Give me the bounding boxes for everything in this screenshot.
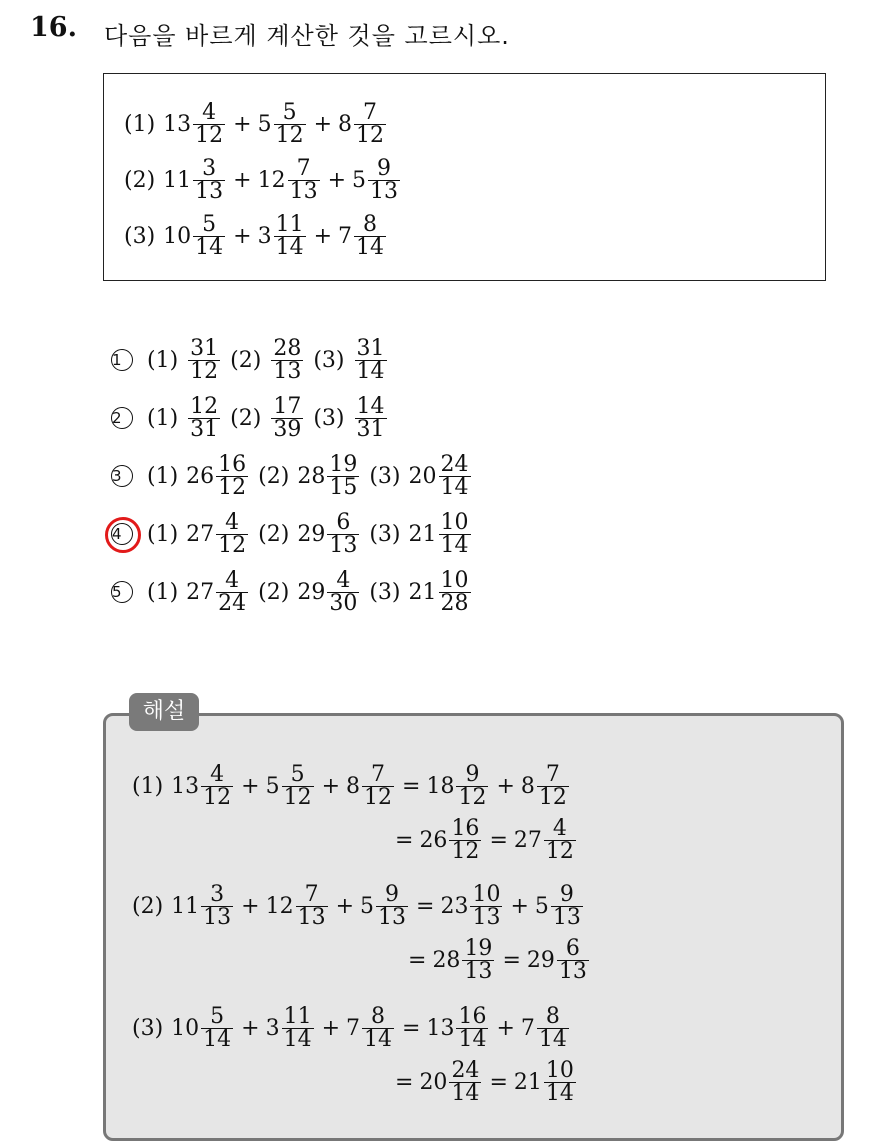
fraction	[456, 1003, 488, 1052]
denominator: 31	[356, 416, 385, 442]
numerator: 7	[296, 155, 311, 181]
denominator: 14	[451, 1080, 480, 1106]
denominator: 15	[329, 474, 358, 500]
part-label: (1)	[147, 579, 179, 605]
part-label: (2)	[132, 893, 164, 919]
numerator: 24	[451, 1057, 480, 1083]
numerator: 10	[440, 567, 469, 593]
numerator: 6	[336, 509, 351, 535]
denominator: 12	[195, 122, 224, 148]
whole-number: 7	[338, 223, 353, 249]
choice-3[interactable]	[111, 451, 473, 500]
choice-mark: 4	[112, 525, 122, 543]
solution-line	[132, 1003, 571, 1052]
numerator: 5	[282, 99, 297, 125]
fraction	[544, 1057, 576, 1106]
whole-number: 7	[346, 1015, 361, 1041]
part-label: (3)	[369, 521, 401, 547]
denominator: 12	[283, 784, 312, 810]
whole-number: 26	[419, 827, 448, 853]
choice-number-2[interactable]: 2	[111, 407, 133, 429]
numerator: 3	[202, 155, 217, 181]
fraction	[216, 451, 248, 500]
numerator: 8	[363, 211, 378, 237]
part-label: (2)	[258, 521, 290, 547]
denominator: 13	[472, 904, 501, 930]
whole-number: 18	[426, 773, 455, 799]
fraction	[188, 335, 220, 384]
plus-sign: +	[496, 1015, 515, 1041]
numerator: 11	[275, 211, 304, 237]
question-text: 다음을 바르게 계산한 것을 고르시오.	[104, 22, 510, 50]
whole-number: 5	[352, 167, 367, 193]
numerator: 7	[545, 761, 560, 787]
numerator: 5	[210, 1003, 225, 1029]
denominator: 30	[329, 590, 358, 616]
plus-sign: +	[313, 223, 333, 249]
numerator: 16	[458, 1003, 487, 1029]
numerator: 19	[464, 935, 493, 961]
denominator: 12	[364, 784, 393, 810]
whole-number: 29	[526, 947, 555, 973]
numerator: 24	[440, 451, 469, 477]
numerator: 12	[190, 393, 219, 419]
fraction	[376, 881, 408, 930]
equals-sign: =	[395, 827, 414, 853]
whole-number: 12	[265, 893, 294, 919]
whole-number: 11	[171, 893, 200, 919]
fraction	[216, 567, 248, 616]
fraction	[282, 761, 314, 810]
numerator: 4	[225, 509, 240, 535]
equals-sign: =	[408, 947, 427, 973]
denominator: 12	[218, 532, 247, 558]
plus-sign: +	[321, 1015, 341, 1041]
denominator: 13	[297, 904, 326, 930]
numerator: 6	[565, 935, 580, 961]
whole-number: 11	[163, 167, 192, 193]
choice-4[interactable]	[111, 509, 473, 558]
whole-number: 27	[186, 521, 215, 547]
part-label: (3)	[369, 463, 401, 489]
plus-sign: +	[321, 773, 341, 799]
part-label: (2)	[230, 347, 262, 373]
fraction	[355, 393, 387, 442]
whole-number: 28	[297, 463, 326, 489]
numerator: 4	[210, 761, 225, 787]
denominator: 13	[289, 178, 318, 204]
denominator: 12	[538, 784, 567, 810]
choice-1[interactable]	[111, 335, 389, 384]
numerator: 9	[385, 881, 400, 907]
plus-sign: +	[241, 1015, 260, 1041]
numerator: 16	[451, 815, 480, 841]
fraction	[201, 1003, 233, 1052]
fraction	[362, 761, 394, 810]
numerator: 4	[225, 567, 240, 593]
fraction	[368, 155, 400, 204]
denominator: 14	[545, 1080, 574, 1106]
denominator: 12	[190, 358, 219, 384]
problem-row	[124, 99, 388, 148]
fraction	[327, 567, 359, 616]
part-label: (3)	[313, 405, 345, 431]
denominator: 13	[273, 358, 302, 384]
plus-sign: +	[233, 167, 252, 193]
fraction	[439, 451, 471, 500]
denominator: 12	[451, 838, 480, 864]
solution-line	[132, 761, 571, 810]
denominator: 13	[558, 958, 587, 984]
problem-label: (1)	[124, 111, 156, 137]
part-label: (1)	[132, 773, 164, 799]
numerator: 31	[356, 335, 385, 361]
denominator: 13	[195, 178, 224, 204]
numerator: 9	[465, 761, 480, 787]
whole-number: 27	[186, 579, 215, 605]
plus-sign: +	[496, 773, 515, 799]
problem-box	[103, 73, 826, 281]
plus-sign: +	[313, 111, 333, 137]
fraction	[201, 881, 233, 930]
numerator: 16	[218, 451, 247, 477]
denominator: 13	[464, 958, 493, 984]
fraction	[456, 761, 488, 810]
part-label: (1)	[147, 463, 179, 489]
solution-line	[132, 881, 585, 930]
whole-number: 7	[520, 1015, 535, 1041]
part-label: (1)	[147, 405, 179, 431]
whole-number: 10	[163, 223, 192, 249]
denominator: 12	[218, 474, 247, 500]
denominator: 13	[552, 904, 581, 930]
fraction	[188, 393, 220, 442]
choice-number-3[interactable]: 3	[111, 465, 133, 487]
whole-number: 13	[163, 111, 192, 137]
plus-sign: +	[233, 111, 252, 137]
fraction	[537, 1003, 569, 1052]
whole-number: 29	[297, 521, 326, 547]
denominator: 14	[364, 1026, 393, 1052]
whole-number: 21	[408, 579, 437, 605]
whole-number: 20	[408, 463, 437, 489]
choice-5[interactable]	[111, 567, 473, 616]
fraction	[354, 99, 386, 148]
fraction	[216, 509, 248, 558]
whole-number: 21	[408, 521, 437, 547]
solution-line	[402, 935, 591, 984]
part-label: (1)	[147, 347, 179, 373]
denominator: 14	[275, 234, 304, 260]
denominator: 28	[440, 590, 469, 616]
fraction	[193, 155, 225, 204]
whole-number: 5	[257, 111, 272, 137]
numerator: 4	[336, 567, 351, 593]
numerator: 8	[371, 1003, 386, 1029]
denominator: 13	[329, 532, 358, 558]
numerator: 7	[371, 761, 386, 787]
fraction	[449, 1057, 481, 1106]
part-label: (3)	[313, 347, 345, 373]
equals-sign: =	[402, 773, 421, 799]
equals-sign: =	[489, 1069, 508, 1095]
fraction	[274, 99, 306, 148]
fraction	[470, 881, 502, 930]
fraction	[449, 815, 481, 864]
numerator: 31	[190, 335, 219, 361]
numerator: 5	[290, 761, 305, 787]
fraction	[355, 335, 387, 384]
fraction	[201, 761, 233, 810]
numerator: 14	[356, 393, 385, 419]
numerator: 7	[363, 99, 378, 125]
denominator: 14	[440, 532, 469, 558]
equals-sign: =	[402, 1015, 421, 1041]
selected-answer-circle	[105, 517, 141, 553]
problem-label: (2)	[124, 167, 156, 193]
part-label: (1)	[147, 521, 179, 547]
whole-number: 13	[426, 1015, 455, 1041]
fraction	[288, 155, 320, 204]
fraction	[462, 935, 494, 984]
part-label: (3)	[132, 1015, 164, 1041]
numerator: 19	[329, 451, 358, 477]
whole-number: 3	[265, 1015, 280, 1041]
denominator: 13	[370, 178, 399, 204]
denominator: 14	[458, 1026, 487, 1052]
problem-row	[124, 155, 402, 204]
choice-list	[111, 335, 611, 640]
numerator: 11	[283, 1003, 312, 1029]
question-number: 16.	[30, 12, 77, 43]
denominator: 12	[458, 784, 487, 810]
fraction	[327, 509, 359, 558]
whole-number: 5	[534, 893, 549, 919]
fraction	[362, 1003, 394, 1052]
choice-number-4[interactable]	[111, 523, 133, 545]
plus-sign: +	[241, 893, 260, 919]
numerator: 28	[273, 335, 302, 361]
denominator: 13	[203, 904, 232, 930]
problem-row	[124, 211, 388, 260]
fraction	[439, 509, 471, 558]
numerator: 9	[377, 155, 392, 181]
denominator: 14	[283, 1026, 312, 1052]
numerator: 9	[559, 881, 574, 907]
denominator: 13	[378, 904, 407, 930]
denominator: 12	[356, 122, 385, 148]
numerator: 10	[440, 509, 469, 535]
part-label: (2)	[258, 579, 290, 605]
part-label: (2)	[258, 463, 290, 489]
equals-sign: =	[395, 1069, 414, 1095]
whole-number: 26	[186, 463, 215, 489]
choice-number-1[interactable]: 1	[111, 349, 133, 371]
denominator: 14	[195, 234, 224, 260]
whole-number: 12	[257, 167, 286, 193]
fraction	[271, 335, 303, 384]
numerator: 7	[304, 881, 319, 907]
whole-number: 5	[265, 773, 280, 799]
numerator: 4	[552, 815, 567, 841]
part-label: (3)	[369, 579, 401, 605]
solution-box	[103, 713, 844, 1141]
equals-sign: =	[489, 827, 508, 853]
plus-sign: +	[510, 893, 529, 919]
denominator: 12	[203, 784, 232, 810]
fraction	[551, 881, 583, 930]
plus-sign: +	[335, 893, 355, 919]
choice-number-5[interactable]: 5	[111, 581, 133, 603]
fraction	[193, 211, 225, 260]
plus-sign: +	[233, 223, 252, 249]
whole-number: 23	[440, 893, 469, 919]
part-label: (2)	[230, 405, 262, 431]
numerator: 17	[273, 393, 302, 419]
denominator: 14	[538, 1026, 567, 1052]
fraction	[274, 211, 306, 260]
denominator: 39	[273, 416, 302, 442]
whole-number: 20	[419, 1069, 448, 1095]
fraction	[327, 451, 359, 500]
whole-number: 5	[360, 893, 375, 919]
solution-line	[389, 1057, 578, 1106]
numerator: 10	[472, 881, 501, 907]
whole-number: 27	[513, 827, 542, 853]
whole-number: 8	[346, 773, 361, 799]
whole-number: 3	[257, 223, 272, 249]
numerator: 5	[202, 211, 217, 237]
denominator: 24	[218, 590, 247, 616]
denominator: 14	[356, 234, 385, 260]
solution-line	[389, 815, 578, 864]
denominator: 14	[356, 358, 385, 384]
fraction	[557, 935, 589, 984]
fraction	[544, 815, 576, 864]
problem-label: (3)	[124, 223, 156, 249]
whole-number: 21	[513, 1069, 542, 1095]
fraction	[354, 211, 386, 260]
numerator: 4	[202, 99, 217, 125]
solution-tab: 해설	[129, 693, 199, 731]
whole-number: 8	[338, 111, 353, 137]
plus-sign: +	[241, 773, 260, 799]
denominator: 12	[545, 838, 574, 864]
plus-sign: +	[327, 167, 347, 193]
equals-sign: =	[502, 947, 521, 973]
fraction	[193, 99, 225, 148]
numerator: 10	[545, 1057, 574, 1083]
denominator: 14	[203, 1026, 232, 1052]
whole-number: 13	[171, 773, 200, 799]
denominator: 14	[440, 474, 469, 500]
whole-number: 8	[520, 773, 535, 799]
denominator: 31	[190, 416, 219, 442]
whole-number: 29	[297, 579, 326, 605]
fraction	[296, 881, 328, 930]
fraction	[439, 567, 471, 616]
whole-number: 28	[432, 947, 461, 973]
denominator: 12	[275, 122, 304, 148]
whole-number: 10	[171, 1015, 200, 1041]
fraction	[282, 1003, 314, 1052]
numerator: 8	[545, 1003, 560, 1029]
fraction	[537, 761, 569, 810]
fraction	[271, 393, 303, 442]
choice-2[interactable]	[111, 393, 389, 442]
numerator: 3	[210, 881, 225, 907]
equals-sign: =	[416, 893, 435, 919]
